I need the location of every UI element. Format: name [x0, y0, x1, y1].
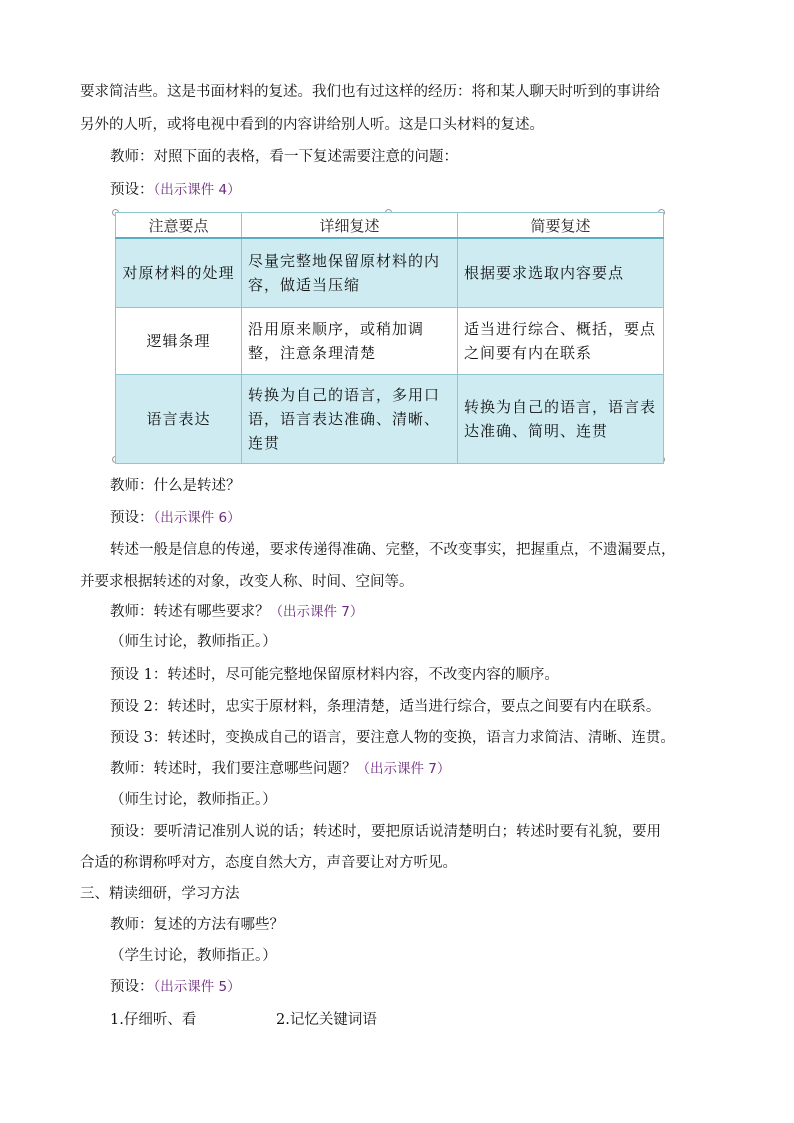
courseware-note: （出示课件 4）	[153, 182, 241, 198]
paragraph-line: 另外的人听，或将电视中看到的内容讲给别人听。这是口头材料的复述。	[80, 117, 544, 133]
method-item: 2.记忆关键词语	[276, 1012, 377, 1028]
table-cell: 沿用原来顺序，或稍加调整，注意条理清楚	[248, 320, 425, 362]
paragraph-line: 要求简洁些。这是书面材料的复述。我们也有过这样的经历：将和某人聊天时听到的事讲给	[80, 84, 660, 100]
teacher-text: 教师：转述时，我们要注意哪些问题？	[110, 761, 357, 777]
table-cell: 尽量完整地保留原材料的内容，做适当压缩	[248, 252, 441, 294]
table-cell: 适当进行综合、概括，要点之间要有内在联系	[464, 320, 657, 362]
teacher-line	[110, 759, 450, 779]
courseware-note: （出示课件 6）	[153, 510, 241, 526]
courseware-note: （出示课件 7）	[356, 761, 451, 777]
preset-line	[110, 180, 241, 200]
table-row	[116, 238, 664, 308]
preset-label: 预设：	[110, 182, 154, 198]
table-cell: 对原材料的处理	[122, 264, 235, 282]
teacher-line: 教师：什么是转述？	[110, 478, 241, 494]
discussion-line: （师生讨论，教师指正。）	[110, 792, 277, 808]
teacher-line: 教师：复述的方法有哪些？	[110, 917, 284, 933]
paragraph-line: 合适的称谓称呼对方，态度自然大方，声音要让对方听见。	[80, 855, 457, 871]
table-header-row	[116, 213, 664, 239]
table-cell: 根据要求选取内容要点	[464, 264, 625, 282]
preset-line: 预设 3：转述时，变换成自己的语言，要注意人物的变换，语言力求简洁、清晰、连贯。	[110, 730, 675, 746]
section-heading: 三、精读细研，学习方法	[80, 886, 240, 902]
table-cell: 转换为自己的语言，语言表达准确、简明、连贯	[464, 398, 657, 440]
teacher-text: 教师：转述有哪些要求？	[110, 604, 270, 620]
table-row	[116, 308, 664, 375]
preset-line	[110, 508, 241, 528]
table-cell: 转换为自己的语言，多用口语，语言表达准确、清晰、连贯	[248, 386, 441, 452]
teacher-line	[110, 602, 363, 622]
table-header-cell: 注意要点	[116, 213, 242, 239]
paragraph-line: 转述一般是信息的传递，要求传递得准确、完整，不改变事实，把握重点，不遗漏要点，	[110, 542, 676, 558]
table-cell: 语言表达	[146, 410, 211, 428]
table-cell: 逻辑条理	[146, 332, 211, 350]
method-item: 1.仔细听、看	[110, 1012, 197, 1028]
courseware-note: （出示课件 7）	[269, 604, 364, 620]
discussion-line: （师生讨论，教师指正。）	[110, 634, 277, 650]
paragraph-line: 预设：要听清记准别人说的话；转述时，要把原话说清楚明白；转述时要有礼貌，要用	[110, 824, 661, 840]
courseware-note: （出示课件 5）	[153, 979, 241, 995]
preset-line	[110, 977, 241, 997]
teacher-line: 教师：对照下面的表格，看一下复述需要注意的问题：	[110, 149, 458, 165]
comparison-table	[115, 212, 664, 464]
preset-label: 预设：	[110, 979, 154, 995]
discussion-line: （学生讨论，教师指正。）	[110, 948, 277, 964]
table-header-cell: 详细复述	[242, 213, 458, 239]
preset-line: 预设 1：转述时，尽可能完整地保留原材料内容，不改变内容的顺序。	[110, 667, 559, 683]
table-header-cell: 简要复述	[458, 213, 664, 239]
table-row	[116, 375, 664, 464]
preset-label: 预设：	[110, 510, 154, 526]
paragraph-line: 并要求根据转述的对象，改变人称、时间、空间等。	[80, 574, 414, 590]
preset-line: 预设 2：转述时，忠实于原材料，条理清楚，适当进行综合，要点之间要有内在联系。	[110, 699, 661, 715]
